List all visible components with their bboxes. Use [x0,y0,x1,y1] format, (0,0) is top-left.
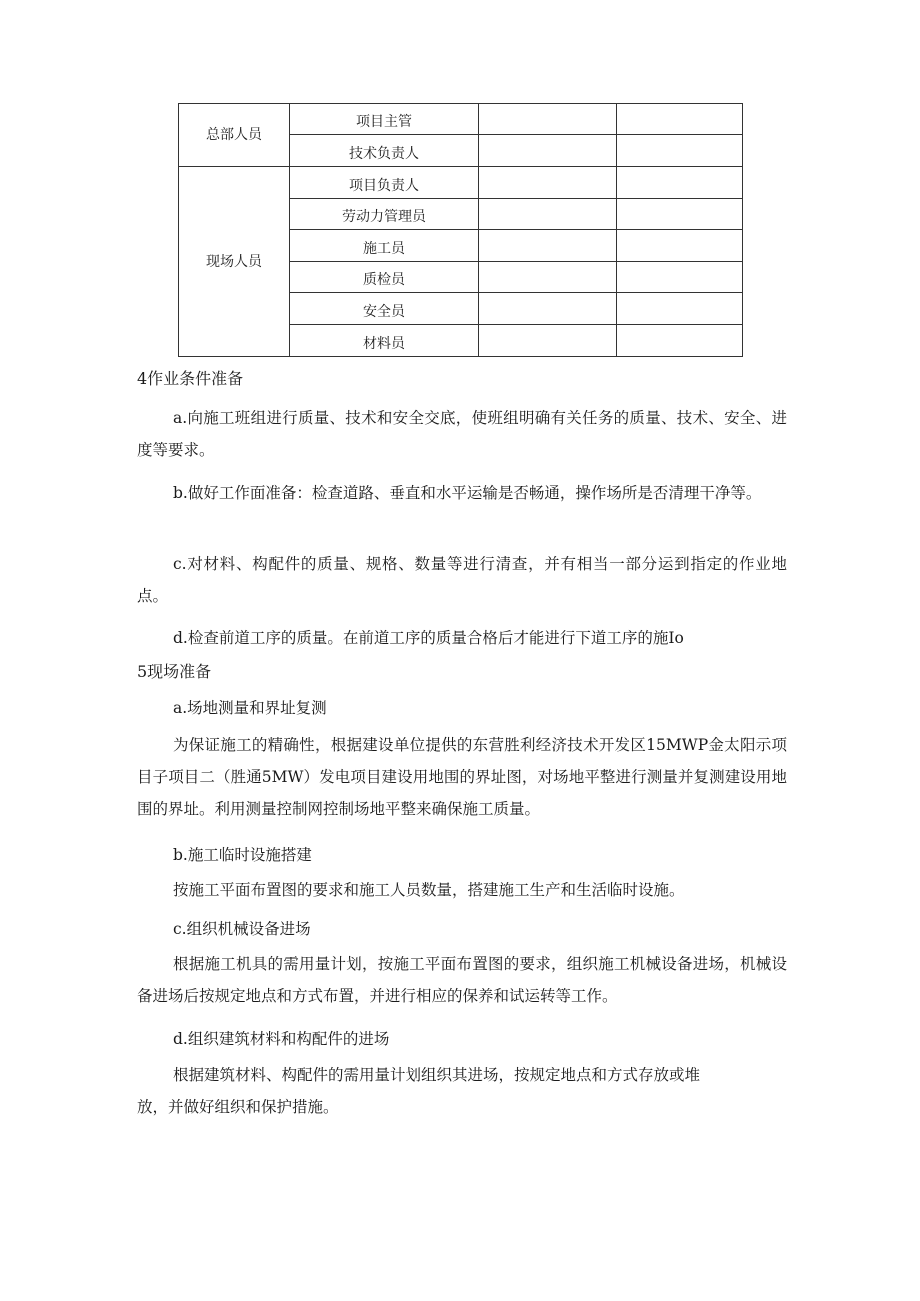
section-5c-title: c.组织机械设备进场 [173,920,311,938]
section-5c-body: 根据施工机具的需用量计划，按施工平面布置图的要求，组织施工机械设备进场，机械设备进场后按规定地点和方式布置，并进行相应的保养和试运转等工作。 [137,955,787,1005]
section-5b-title: b.施工临时设施搭建 [173,846,312,864]
role-cell: 施工员 [290,230,479,262]
table-row [179,167,743,199]
section-4-item-a: a.向施工班组进行质量、技术和安全交底，使班组明确有关任务的质量、技术、安全、进度等要求。 [137,409,787,459]
group-cell: 总部人员 [179,104,290,167]
role-cell: 材料员 [290,325,479,357]
section-4-item-c: c.对材料、构配件的质量、规格、数量等进行清查，并有相当一部分运到指定的作业地点。 [137,555,787,605]
role-cell: 项目主管 [290,104,479,135]
empty-cell [617,167,743,199]
empty-cell [479,104,617,135]
section-5d-body-line1: 根据建筑材料、构配件的需用量计划组织其进场，按规定地点和方式存放或堆 [173,1066,701,1084]
role-cell: 质检员 [290,262,479,293]
empty-cell [617,230,743,262]
role-cell: 劳动力管理员 [290,199,479,230]
group-cell: 现场人员 [179,167,290,357]
table-row [179,104,743,135]
empty-cell [479,135,617,167]
staff-table [178,103,743,357]
empty-cell [617,199,743,230]
role-cell: 技术负责人 [290,135,479,167]
section-5d-body-line2: 放，并做好组织和保护措施。 [137,1098,339,1116]
empty-cell [479,230,617,262]
empty-cell [479,167,617,199]
section-4-item-b: b.做好工作面准备：检查道路、垂直和水平运输是否畅通，操作场所是否清理干净等。 [173,484,762,502]
section-4-item-d: d.检查前道工序的质量。在前道工序的质量合格后才能进行下道工序的施Io [173,629,684,647]
empty-cell [617,293,743,325]
empty-cell [617,135,743,167]
role-cell: 项目负责人 [290,167,479,199]
section-4-heading: 4作业条件准备 [137,369,244,388]
empty-cell [479,199,617,230]
section-5a-body: 为保证施工的精确性，根据建设单位提供的东营胜利经济技术开发区15MWP金太阳示项目子项目二（胜通5MW）发电项目建设用地围的界址图，对场地平整进行测量并复测建设用地围的界址。利用测量控制网控制场地平整来确保施工质量。 [137,736,787,818]
empty-cell [617,104,743,135]
section-5b-body: 按施工平面布置图的要求和施工人员数量，搭建施工生产和生活临时设施。 [173,881,685,899]
empty-cell [479,262,617,293]
empty-cell [617,325,743,357]
empty-cell [617,262,743,293]
empty-cell [479,325,617,357]
empty-cell [479,293,617,325]
section-5d-title: d.组织建筑材料和构配件的进场 [173,1030,390,1048]
section-5a-title: a.场地测量和界址复测 [173,699,327,717]
role-cell: 安全员 [290,293,479,325]
section-5-heading: 5现场准备 [137,662,212,681]
